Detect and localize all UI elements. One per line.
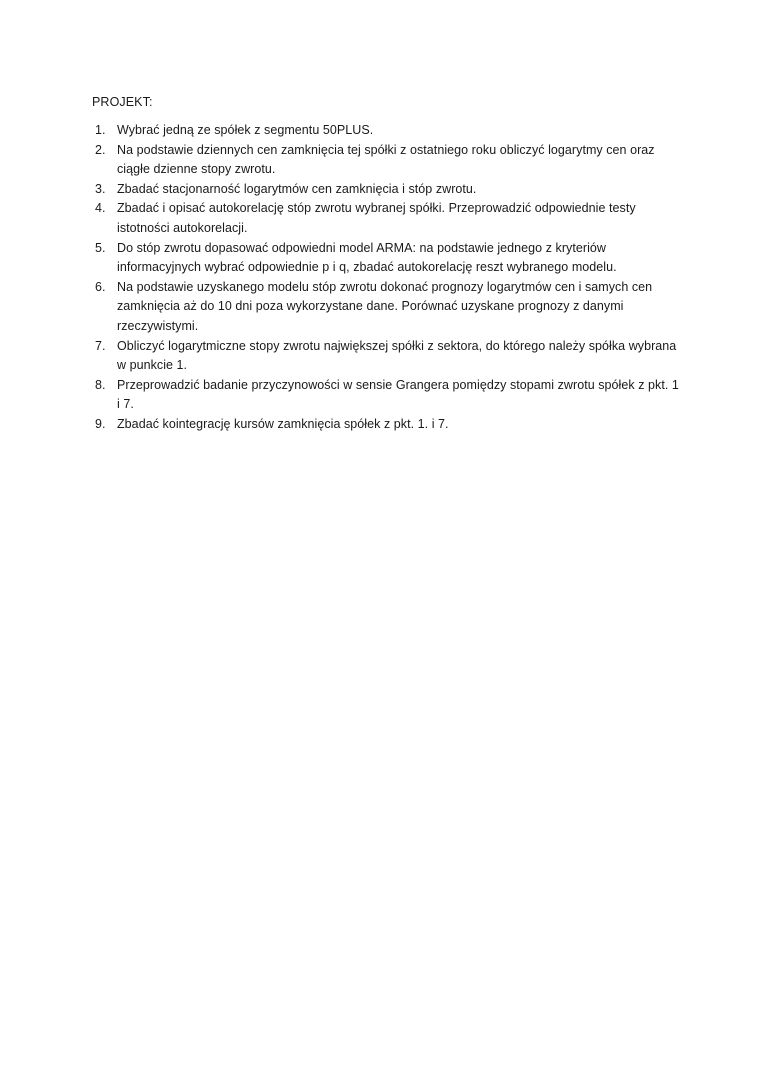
task-list bbox=[92, 121, 682, 435]
task-item bbox=[92, 141, 682, 180]
task-text: Zbadać kointegrację kursów zamknięcia spółek z pkt. 1. i 7. bbox=[117, 416, 449, 431]
task-text: Zbadać i opisać autokorelację stóp zwrotu wybranej spółki. Przeprowadzić odpowiednie testy istotności autokorelacji. bbox=[117, 201, 636, 235]
task-number: 9. bbox=[95, 416, 106, 431]
task-text: Do stóp zwrotu dopasować odpowiedni model ARMA: na podstawie jednego z kryteriów informacyjnych wybrać odpowiednie p i q, zbadać autokorelację reszt wybranego modelu. bbox=[117, 240, 617, 275]
document-title: PROJEKT: bbox=[92, 95, 153, 109]
task-item bbox=[92, 239, 682, 278]
task-text: Obliczyć logarytmiczne stopy zwrotu największej spółki z sektora, do którego należy spółka wybrana w punkcie 1. bbox=[117, 338, 677, 373]
task-text: Na podstawie uzyskanego modelu stóp zwrotu dokonać prognozy logarytmów cen i samych cen zamknięcia aż do 10 dni poza wykorzystane dane. Porównać uzyskane prognozy z danymi rzeczywistymi. bbox=[117, 279, 653, 333]
task-number: 2. bbox=[95, 142, 106, 157]
task-item bbox=[92, 199, 682, 238]
task-number: 5. bbox=[95, 240, 106, 255]
task-number: 1. bbox=[95, 123, 106, 137]
task-text: Na podstawie dziennych cen zamknięcia tej spółki z ostatniego roku obliczyć logarytmy cen oraz ciągłe dzienne stopy zwrotu. bbox=[117, 142, 655, 177]
task-item bbox=[92, 376, 682, 415]
task-number: 3. bbox=[95, 181, 106, 196]
task-item bbox=[92, 278, 682, 337]
task-text: Wybrać jedną ze spółek z segmentu 50PLUS. bbox=[117, 123, 374, 137]
task-number: 7. bbox=[95, 338, 106, 353]
task-number: 4. bbox=[95, 201, 106, 216]
task-number: 8. bbox=[95, 377, 106, 392]
task-number: 6. bbox=[95, 279, 106, 294]
task-item bbox=[92, 180, 682, 200]
task-item bbox=[92, 121, 682, 141]
task-text: Zbadać stacjonarność logarytmów cen zamknięcia i stóp zwrotu. bbox=[117, 181, 477, 196]
task-item bbox=[92, 415, 682, 435]
task-text: Przeprowadzić badanie przyczynowości w sensie Grangera pomiędzy stopami zwrotu spółek z pkt. 1 i 7. bbox=[117, 377, 679, 412]
task-item bbox=[92, 337, 682, 376]
